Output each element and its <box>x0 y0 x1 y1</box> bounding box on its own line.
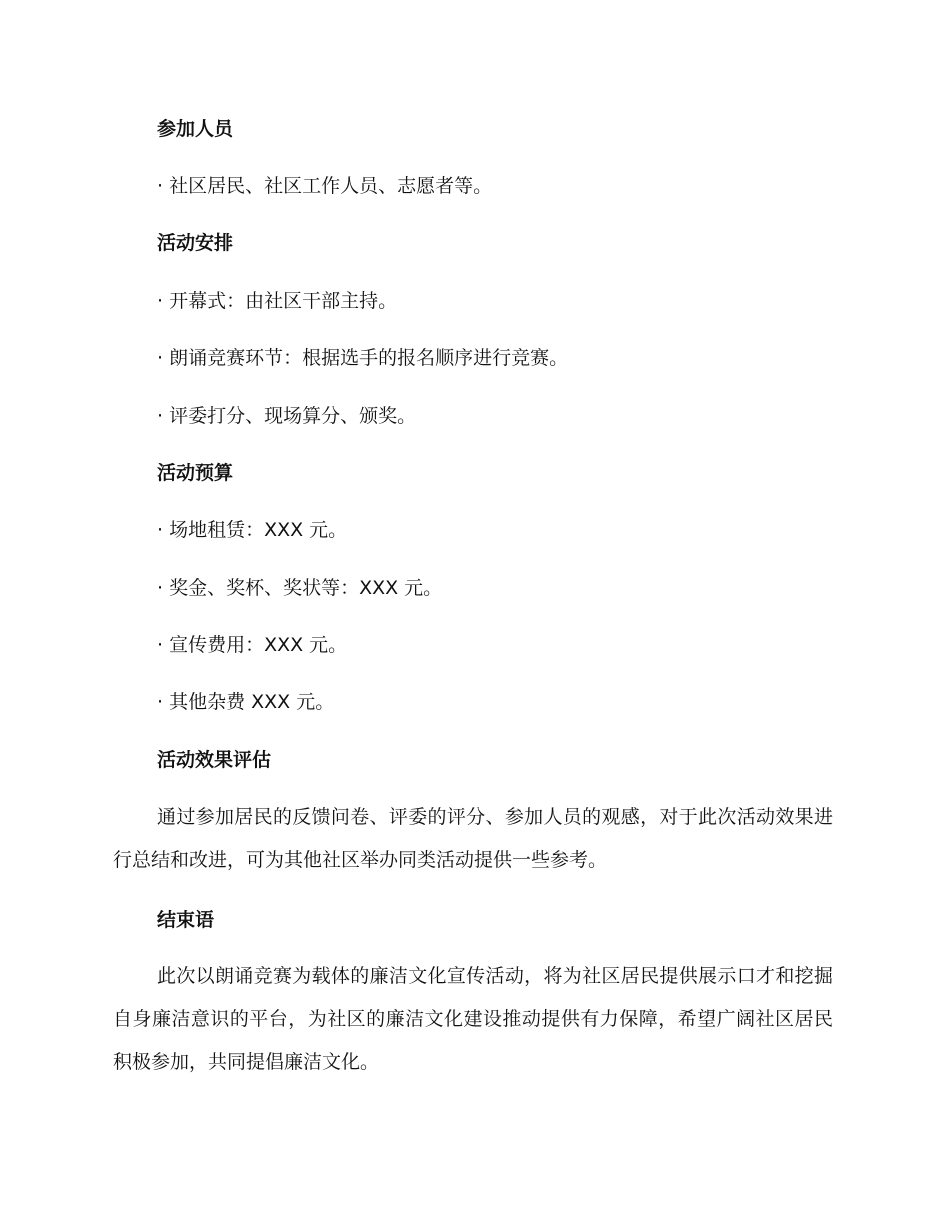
list-item: · 社区居民、社区工作人员、志愿者等。 <box>157 175 493 197</box>
list-item: · 评委打分、现场算分、颁奖。 <box>157 405 417 427</box>
heading-schedule: 活动安排 <box>157 232 234 254</box>
heading-conclusion: 结束语 <box>157 909 215 931</box>
list-item: · 宣传费用：XXX 元。 <box>157 634 348 656</box>
list-item: · 场地租赁：XXX 元。 <box>157 519 348 541</box>
list-item: · 开幕式：由社区干部主持。 <box>157 290 398 312</box>
list-item: · 朗诵竞赛环节：根据选手的报名顺序进行竞赛。 <box>157 347 569 369</box>
list-item: · 奖金、奖杯、奖状等：XXX 元。 <box>157 577 443 599</box>
paragraph-evaluation: 通过参加居民的反馈问卷、评委的评分、参加人员的观感，对于此次活动效果进行总结和改进，可为其他社区举办同类活动提供一些参考。 <box>113 806 833 871</box>
heading-evaluation: 活动效果评估 <box>157 749 272 771</box>
heading-budget: 活动预算 <box>157 462 234 484</box>
paragraph-conclusion: 此次以朗诵竞赛为载体的廉洁文化宣传活动，将为社区居民提供展示口才和挖掘自身廉洁意识的平台，为社区的廉洁文化建设推动提供有力保障，希望广阔社区居民积极参加，共同提倡廉洁文化。 <box>113 965 833 1073</box>
list-item: · 其他杂费 XXX 元。 <box>157 691 335 713</box>
heading-participants: 参加人员 <box>157 118 234 140</box>
